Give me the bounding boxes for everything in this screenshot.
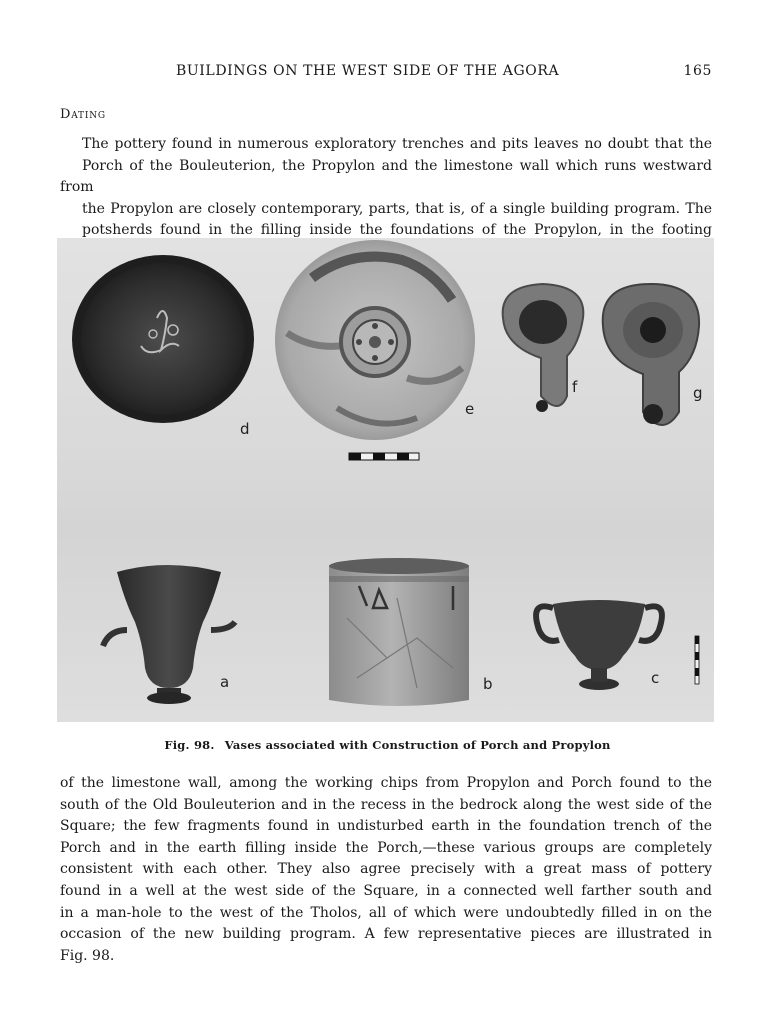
- caption-text: Vases associated with Construction of Porch and Propylon: [224, 738, 611, 752]
- p1-line: Porch of the Bouleuterion, the Propylon and the limestone wall which runs westward from: [60, 157, 712, 196]
- vertical-scale: [695, 636, 699, 684]
- p2-line: Square; the few fragments found in undisturbed earth in the foundation trench of the: [60, 818, 712, 835]
- plate-d: [72, 255, 254, 423]
- figure-photo: [57, 238, 714, 722]
- lamp-g: [603, 284, 699, 425]
- p2-line: in a man-hole to the west of the Tholos, all of which were undoubtedly filled in on the: [60, 904, 712, 921]
- p1-line: potsherds found in the filling inside the foundations of the Propylon, in the footing: [82, 222, 712, 239]
- page-number: 165: [683, 63, 712, 79]
- label-g: g: [693, 384, 703, 402]
- vase-b: [329, 558, 469, 706]
- p2-line: occasion of the new building program. A few representative pieces are illustrated in: [60, 926, 712, 943]
- p2-line: of the limestone wall, among the working chips from Propylon and Porch found to the: [60, 775, 712, 791]
- label-f: f: [572, 378, 578, 396]
- vase-c: [536, 600, 662, 690]
- vase-a: [103, 565, 235, 704]
- running-title: BUILDINGS ON THE WEST SIDE OF THE AGORA: [176, 63, 560, 79]
- paragraph-2: [60, 773, 712, 967]
- figure-caption: [0, 738, 775, 752]
- p2-line: consistent with each other. They also agree precisely with a great mass of pottery: [60, 861, 712, 878]
- p2-line: Fig. 98.: [60, 947, 115, 964]
- p2-line: south of the Old Bouleuterion and in the recess in the bedrock along the west side of the: [60, 796, 712, 813]
- p1-line: The pottery found in numerous exploratory trenches and pits leaves no doubt that the: [82, 136, 712, 152]
- label-c: c: [651, 669, 660, 687]
- plate-e: [275, 240, 475, 440]
- scale-bar: [349, 453, 419, 460]
- label-b: b: [483, 675, 493, 693]
- p2-line: found in a well at the west side of the Square, in a connected well farther south and: [60, 882, 712, 899]
- label-e: e: [465, 400, 475, 418]
- p2-line: Porch and in the earth filling inside the Porch,—these various groups are completely: [60, 839, 712, 856]
- caption-number: Fig. 98.: [164, 738, 215, 752]
- section-heading: Dating: [60, 107, 106, 122]
- running-head: [60, 63, 712, 85]
- label-d: d: [240, 420, 250, 438]
- label-a: a: [220, 673, 230, 691]
- pottery-photo-illustration: [57, 238, 714, 722]
- p1-line: the Propylon are closely contemporary, parts, that is, of a single building program. The: [82, 200, 712, 217]
